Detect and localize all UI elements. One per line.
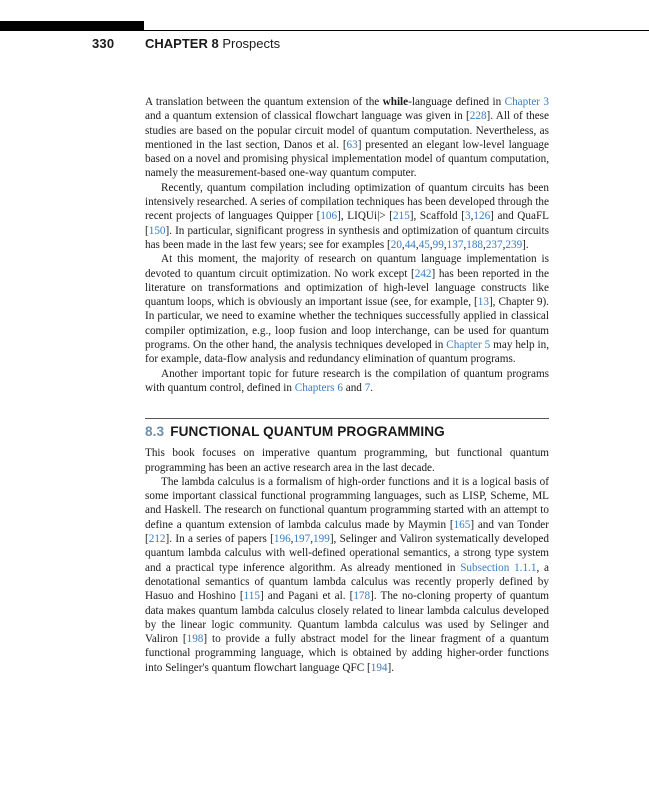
citation-link[interactable]: 150 xyxy=(148,224,166,237)
citation-link[interactable]: 99 xyxy=(432,238,444,251)
page-body xyxy=(145,95,549,675)
citation-link[interactable]: 20 xyxy=(390,238,402,251)
citation-link[interactable]: 137 xyxy=(446,238,464,251)
chapter-link[interactable]: 7 xyxy=(364,381,371,394)
citation-link[interactable]: 45 xyxy=(418,238,430,251)
section-title: FUNCTIONAL QUANTUM PROGRAMMING xyxy=(170,424,445,440)
citation-link[interactable]: 199 xyxy=(313,533,330,546)
paragraph: Another important topic for future research is the compilation of quantum programs with quantum control, defined in Chapters 6 and 7. xyxy=(145,367,549,394)
citation-link[interactable]: 106 xyxy=(320,210,338,223)
citation-link[interactable]: 194 xyxy=(370,661,388,674)
citation-link[interactable]: 63 xyxy=(346,138,358,151)
citation-link[interactable]: 126 xyxy=(473,210,491,223)
chapter-link[interactable]: Chapter 5 xyxy=(446,339,491,352)
citation-link[interactable]: 3 xyxy=(465,210,471,223)
citation-link[interactable]: 44 xyxy=(404,238,416,251)
citation-link[interactable]: 13 xyxy=(477,296,489,309)
citation-link[interactable]: 239 xyxy=(505,238,523,251)
citation-link[interactable]: 178 xyxy=(353,590,371,603)
header-rule xyxy=(144,30,649,31)
section-heading xyxy=(145,424,549,439)
citation-link[interactable]: 228 xyxy=(469,110,487,123)
citation-link[interactable]: 197 xyxy=(293,533,311,546)
citation-link[interactable]: 188 xyxy=(466,238,484,251)
citation-link[interactable]: 165 xyxy=(453,518,471,531)
citation-link[interactable]: 237 xyxy=(485,238,503,251)
chapter-label: CHAPTER 8 xyxy=(145,36,219,51)
citation-link[interactable]: 198 xyxy=(186,633,204,646)
citation-link[interactable]: 196 xyxy=(273,533,291,546)
chapter-title: Prospects xyxy=(222,36,281,51)
keyword-while: while xyxy=(382,96,409,108)
citation-link[interactable]: 215 xyxy=(393,210,410,223)
chapter-link[interactable]: Chapters 6 xyxy=(294,381,343,394)
subsection-link[interactable]: Subsection 1.1.1 xyxy=(460,561,537,574)
paragraph: This book focuses on imperative quantum programming, but functional quantum programming has been an active research area in the last decade. xyxy=(145,447,549,474)
header-bar xyxy=(0,21,144,31)
paragraph: A translation between the quantum extension of the while-language defined in Chapter 3 and a quantum extension of classical flowchart language was given in [228]. All of these studies are based on the popular circuit model of quantum computation. Nevertheless, as mentioned in the last section, Danos et al. [63] presented an elegant low-level language based on a novel and promising physical implementation model of quantum computation, namely the measurement-based one-way quantum computer. xyxy=(145,96,549,180)
page-number: 330 xyxy=(92,36,115,51)
citation-link[interactable]: 212 xyxy=(148,533,166,546)
section-number: 8.3 xyxy=(145,424,165,440)
citation-link[interactable]: 115 xyxy=(243,590,260,603)
paragraph: The lambda calculus is a formalism of high-order functions and it is a logical basis of some important classical functional programming languages, such as LISP, Scheme, ML and Haskell. The research on functional quantum programming started with an attempt to define a quantum extension of lambda calculus made by Maymin [165] and van Tonder [212]. In a series of papers [196,197,199], Selinger and Valiron systematically developed quantum lambda calculus with well-defined operational semantics, a strong type system and a practical type inference algorithm. As already mentioned in Subsection 1.1.1, a denotational semantics of quantum lambda calculus was recently properly defined by Hasuo and Hoshino [115] and Pagani et al. [178]. The no-cloning property of quantum data makes quantum lambda calculus closely related to linear lambda calculus developed by the linear logic community. Quantum lambda calculus was used by Selinger and Valiron [198] to provide a fully abstract model for the linear fragment of a quantum functional programming language, which is obtained by adding higher-order functions into Selinger's quantum flowchart language QFC [194]. xyxy=(145,475,549,674)
paragraph: Recently, quantum compilation including optimization of quantum circuits has been intensively researched. A series of compilation techniques has been developed through the recent projects of languages Quipper [106], LIQUi|> [215], Scaffold [3,126] and QuaFL [150]. In particular, significant progress in synthesis and optimization of quantum circuits has been made in the last few years; see for examples [20,44,45,99,137,188,237,239]. xyxy=(145,181,550,251)
paragraph: At this moment, the majority of research on quantum language implementation is devoted to quantum circuit optimization. No work except [242] has been reported in the literature on transformations and optimization of high-level language constructs like quantum loops, which is obviously an important issue (see, for example, [13], Chapter 9). In particular, we need to examine whether the techniques successfully applied in classical compiler optimization, e.g., loop fusion and loop interchange, can be used for quantum programs. On the other hand, the analysis techniques developed in Chapter 5 may help in, for example, data-flow analysis and redundancy elimination of quantum programs. xyxy=(145,253,549,366)
chapter-link[interactable]: Chapter 3 xyxy=(504,96,549,108)
citation-link[interactable]: 242 xyxy=(414,267,432,280)
running-header xyxy=(145,36,280,51)
section-divider xyxy=(145,418,549,419)
